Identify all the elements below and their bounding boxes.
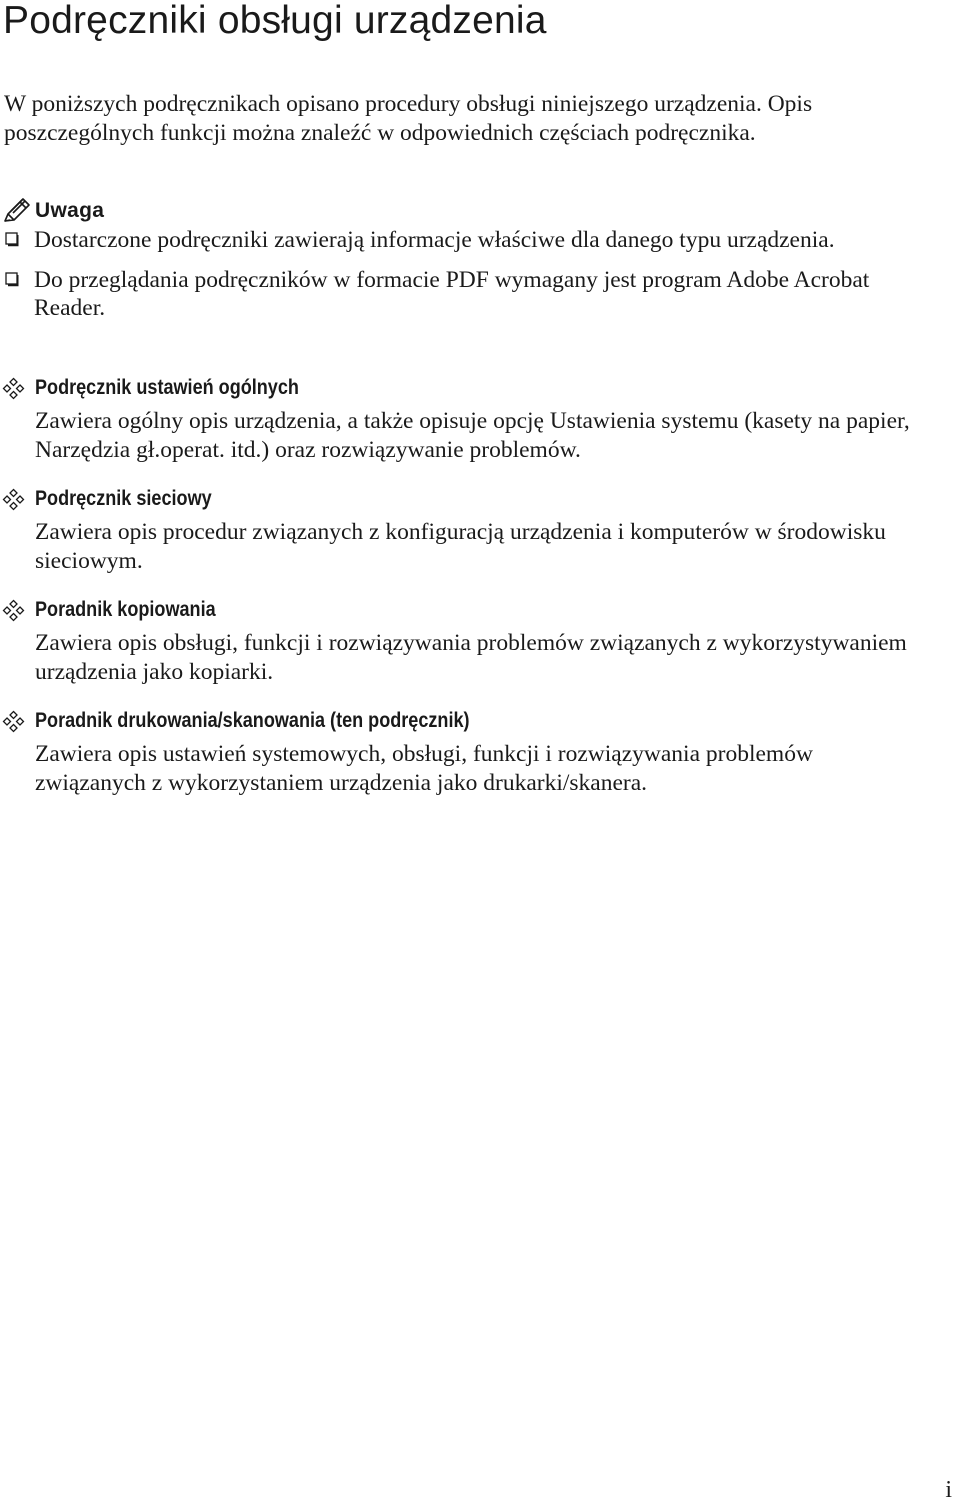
checkbox-icon [5,232,20,247]
manual-sections [0,376,940,820]
section-title: Podręcznik sieciowy [35,487,212,510]
pencil-icon [2,196,32,226]
note-block [0,196,940,323]
manual-section [0,487,940,598]
diamond-bullet-icon [2,488,25,511]
page-number: i [945,1477,952,1503]
section-title: Podręcznik ustawień ogólnych [35,376,299,399]
section-description: Zawiera opis obsługi, funkcji i rozwiązywania problemów związanych z wykorzystywaniem urządzenia jako kopiarki. [35,630,907,685]
section-description: Zawiera opis ustawień systemowych, obsługi, funkcji i rozwiązywania problemów związanych z wykorzystaniem urządzenia jako drukarki/skanera. [35,741,813,796]
note-item [0,266,894,323]
manual-section [0,598,940,709]
page-title: Podręczniki obsługi urządzenia [3,0,547,42]
checkbox-icon [5,272,20,287]
diamond-bullet-icon [2,710,25,733]
section-description: Zawiera opis procedur związanych z konfiguracją urządzenia i komputerów w środowisku sieciowym. [35,519,886,574]
section-description: Zawiera ogólny opis urządzenia, a także opisuje opcję Ustawienia systemu (kasety na papier, Narzędzia gł.operat. itd.) oraz rozwiązywanie problemów. [35,408,910,463]
intro-paragraph: W poniższych podręcznikach opisano procedury obsługi niniejszego urządzenia. Opis poszczególnych funkcji można znaleźć w odpowiednich częściach podręcznika. [4,91,813,146]
note-item [0,226,894,255]
diamond-bullet-icon [2,377,25,400]
note-header [0,196,940,226]
note-item-text: Dostarczone podręczniki zawierają informacje właściwe dla danego typu urządzenia. [34,227,835,253]
manual-section [0,709,940,820]
manual-section [0,376,940,487]
section-title: Poradnik drukowania/skanowania (ten podręcznik) [35,709,470,732]
note-label: Uwaga [35,199,105,222]
diamond-bullet-icon [2,599,25,622]
section-title: Poradnik kopiowania [35,598,216,621]
note-item-text: Do przeglądania podręczników w formacie PDF wymagany jest program Adobe Acrobat Reader. [34,266,870,321]
note-list [0,226,940,323]
